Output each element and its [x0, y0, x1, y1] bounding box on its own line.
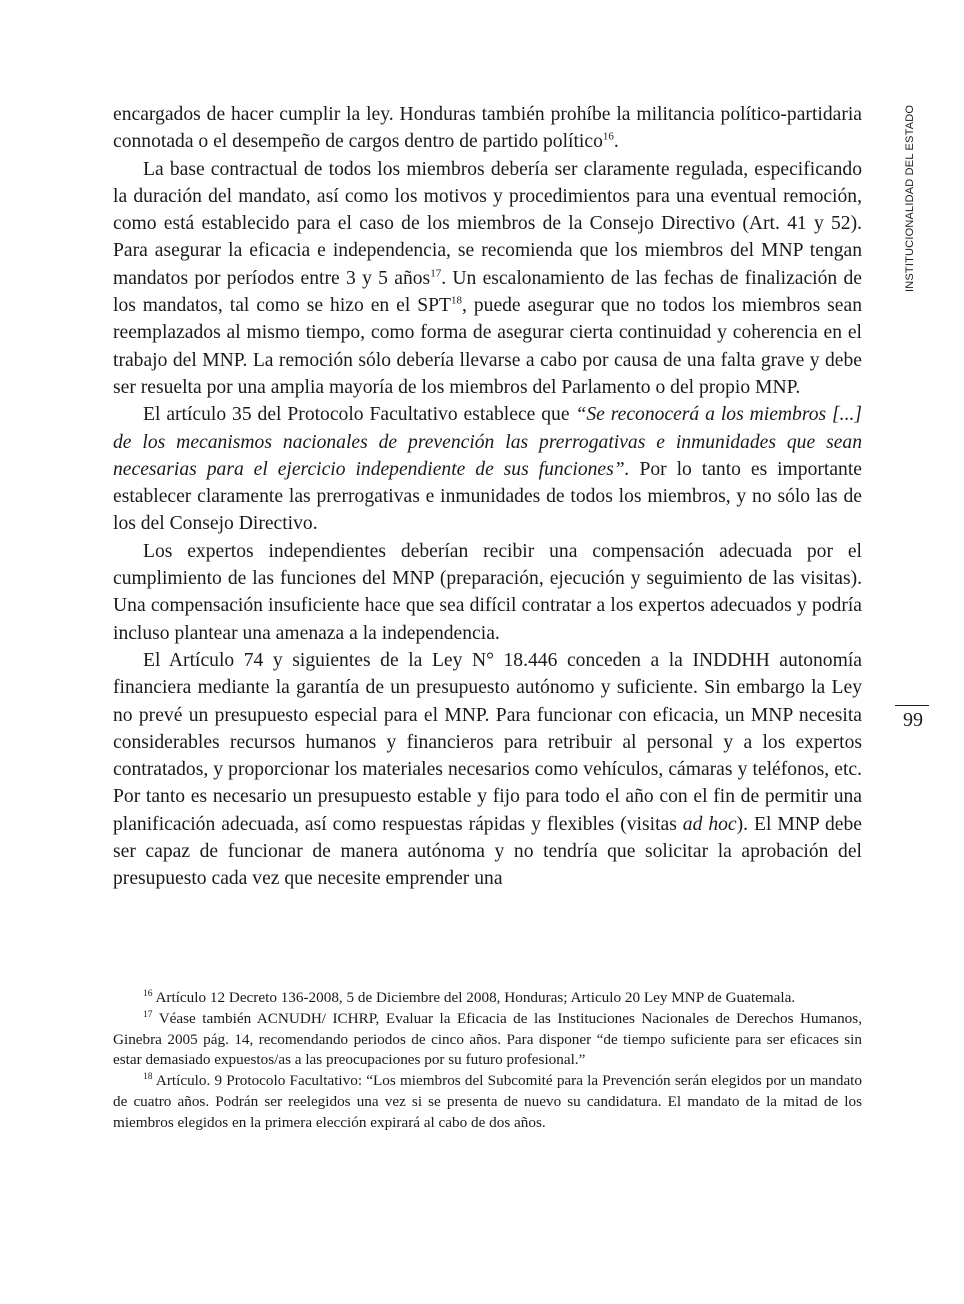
page-number: 99 [903, 709, 923, 731]
footnote-17 [113, 1009, 862, 1071]
paragraph-3-text-b: Por lo tanto es importante establecer claramente las prerrogativas e inmunidades de todos los miembros, y no sólo las de los del Consejo Directivo. [113, 458, 862, 535]
paragraph-5-text-b: ). El MNP debe ser capaz de funcionar de manera autónoma y no tendría que solicitar la aprobación del presupuesto cada vez que necesite emprender una [113, 813, 862, 890]
paragraph-2 [113, 156, 862, 402]
footnotes [113, 988, 862, 1134]
footnote-18 [113, 1071, 862, 1133]
footnote-ref-18: 18 [451, 294, 462, 307]
paragraph-2-text-a: La base contractual de todos los miembros debería ser claramente regulada, especificando la duración del mandato, así como los motivos y procedimientos para una eventual remoción, como está establecido para el caso de los miembros de la Consejo Directivo (Art. 41 y 52). Para asegurar la eficacia e independencia, se recomienda que los miembros del MNP tengan mandatos por períodos entre 3 y 5 años [113, 158, 862, 289]
running-head-text: INSTITUCIONALIDAD DEL ESTADO [904, 104, 916, 292]
paragraph-5-italic: ad hoc [682, 813, 737, 835]
paragraph-5 [113, 647, 862, 893]
footnote-ref-17: 17 [430, 267, 442, 280]
running-head [895, 100, 915, 298]
footnote-17-number: 17 [143, 1009, 153, 1020]
footnote-16 [113, 988, 862, 1009]
footnote-17-text: Véase también ACNUDH/ ICHRP, Evaluar la Eficacia de las Instituciones Nacionales de Derechos Humanos, Ginebra 2005 pág. 14, recomendando periodos de cinco años. Para disponer “de tiempo suficiente para ser eficaces sin estar demasiado expuestos/as a las preocupaciones por su futuro profesional.” [113, 1009, 862, 1069]
footnote-18-text: Artículo. 9 Protocolo Facultativo: “Los miembros del Subcomité para la Prevención serán elegidos por un mandato de cuatro años. Podrán ser reelegidos una vez si se presenta de nuevo su candidatura. El mandato de la mitad de los miembros elegidos en la primera elección expirará al cabo de dos años. [113, 1072, 862, 1131]
paragraph-1 [113, 101, 862, 156]
paragraph-4-text: Los expertos independientes deberían recibir una compensación adecuada por el cumplimiento de las funciones del MNP (preparación, ejecución y seguimiento de las visitas). Una compensación insuficiente hace que sea difícil contratar a los expertos adecuados y podría incluso plantear una amenaza a la independencia. [113, 540, 862, 644]
paragraph-5-text-a: El Artículo 74 y siguientes de la Ley N° 18.446 conceden a la INDDHH autonomía financiera mediante la garantía de un presupuesto autónomo y suficiente. Sin embargo la Ley no prevé un presupuesto especial para el MNP. Para funcionar con eficacia, un MNP necesita considerables recursos humanos y financieros para retribuir al personal y a los expertos contratados, y proporcionar los materiales necesarios como vehículos, cámaras y teléfonos, etc. Por tanto es necesario un presupuesto estable y fijo para todo el año con el fin de permitir una planificación adecuada, así como respuestas rápidas y flexibles (visitas [113, 649, 862, 835]
page-number-rule [895, 705, 929, 706]
footnote-ref-16: 16 [602, 130, 614, 143]
paragraph-1-text: encargados de hacer cumplir la ley. Honduras también prohíbe la militancia político-partidaria connotada o el desempeño de cargos dentro de partido político [113, 104, 862, 153]
paragraph-1-end: . [613, 131, 619, 153]
paragraph-4 [113, 538, 862, 647]
paragraph-2-text-b: . Un escalonamiento de las fechas de finalización de los mandatos, tal como se hizo en el SPT [113, 267, 862, 317]
footnote-18-number: 18 [143, 1072, 153, 1083]
body-text [113, 101, 862, 893]
paragraph-2-text-c: , puede asegurar que no todos los miembros sean reemplazados al mismo tiempo, como forma de asegurar cierta continuidad y coherencia en el trabajo del MNP. La remoción sólo debería llevarse a cabo por causa de una falta grave y debe ser resuelta por una amplia mayoría de los miembros del Parlamento o del propio MNP. [113, 295, 862, 398]
footnote-16-text: Artículo 12 Decreto 136-2008, 5 de Diciembre del 2008, Honduras; Articulo 20 Ley MNP de Guatemala. [152, 989, 796, 1006]
paragraph-3-quote: “Se reconocerá a los miembros [...] de los mecanismos nacionales de prevención las prerrogativas e inmunidades que sean necesarias para el ejercicio independiente de sus funciones”. [113, 404, 863, 480]
footnote-16-number: 16 [143, 988, 153, 999]
paragraph-3-text-a: El artículo 35 del Protocolo Facultativo establece que [143, 404, 576, 426]
paragraph-3 [113, 401, 862, 537]
